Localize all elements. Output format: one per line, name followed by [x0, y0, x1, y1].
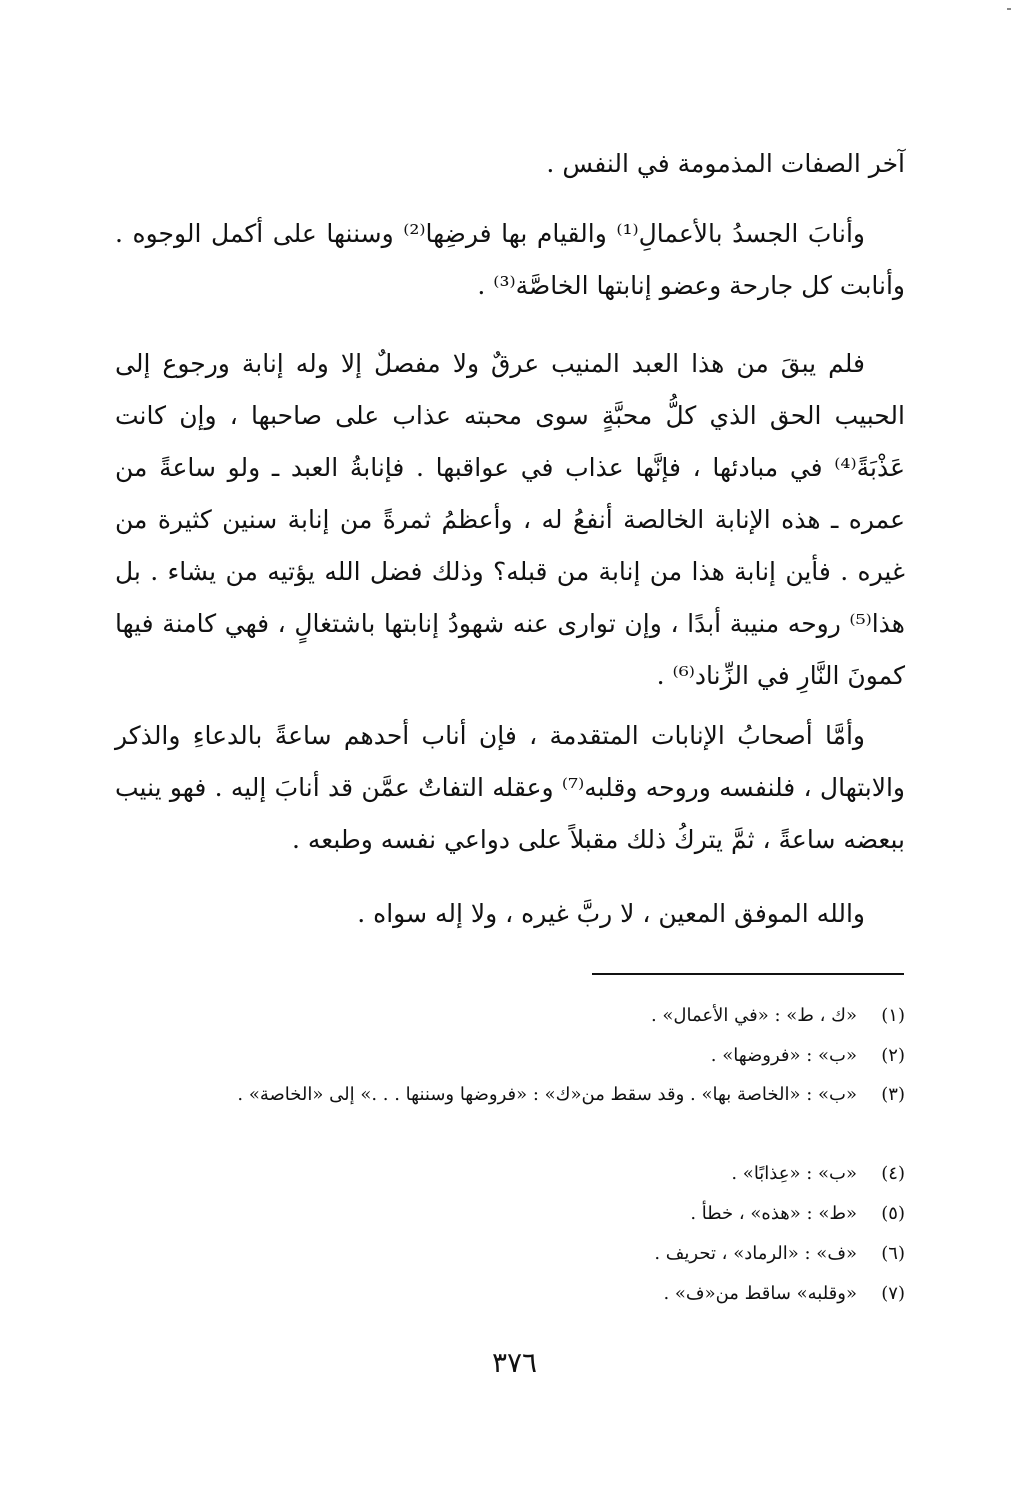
- footnote-number: (١): [881, 1005, 905, 1026]
- footnote-5: [110, 1194, 905, 1234]
- footnote-3: [110, 1076, 905, 1154]
- footnote-text: «وقلبه» ساقط من«ف» .: [663, 1283, 857, 1304]
- footnote-text: «ك ، ط» : «في الأعمال» .: [650, 1005, 857, 1026]
- footnote-divider: [592, 973, 904, 975]
- footnote-number: (٦): [881, 1243, 905, 1264]
- footnote-number: (٥): [881, 1203, 905, 1224]
- paragraph-4: وأمَّا أصحابُ الإنابات المتقدمة ، فإن أناب أحدهم ساعةً بالدعاءِ والذكر والابتهال ، فلنفسه وروحه وقلبه⁽⁷⁾ وعقله التفاتٌ عمَّن قد أنابَ إليه . فهو ينيب ببعضه ساعةً ، ثمَّ يتركُ ذلك مقبلاً على دواعي نفسه وطبعه .: [115, 721, 905, 854]
- paragraph-1: آخر الصفات المذمومة في النفس .: [546, 149, 905, 178]
- page-number: ٣٧٦: [491, 1346, 538, 1379]
- footnote-number: (٧): [881, 1283, 905, 1304]
- footnote-number: (٤): [881, 1163, 905, 1184]
- footnote-text: «ط» : «هذه» ، خطأ .: [690, 1203, 857, 1224]
- paragraph-5: والله الموفق المعين ، لا ربَّ غيره ، ولا إله سواه .: [357, 899, 865, 928]
- footnote-1: [110, 996, 905, 1036]
- paragraph-3: فلم يبقَ من هذا العبد المنيب عرقٌ ولا مفصلٌ إلا وله إنابة ورجوع إلى الحبيب الحق الذي كلُّ محبَّةٍ سوى محبته عذاب على صاحبها ، وإن كانت عَذْبَةً⁽⁴⁾ في مبادئها ، فإنَّها عذاب في عواقبها . فإنابةُ العبد ـ ولو ساعةً من عمره ـ هذه الإنابة الخالصة أنفعُ له ، وأعظمُ ثمرةً من إنابة سنين كثيرة من غيره . فأين إنابة هذا من إنابة من قبله؟ وذلك فضل الله يؤتيه من يشاء . بل هذا⁽⁵⁾ روحه منيبة أبدًا ، وإن توارى عنه شهودُ إنابتها باشتغالٍ ، فهي كامنة فيها كمونَ النَّارِ في الزِّناد⁽⁶⁾ .: [115, 349, 905, 690]
- footnote-text: «ب» : «فروضها» .: [710, 1045, 857, 1066]
- paragraph-2: وأنابَ الجسدُ بالأعمالِ⁽¹⁾ والقيام بها فرضِها⁽²⁾ وسننها على أكمل الوجوه . وأنابت كل جارحة وعضو إنابتها الخاصَّة⁽³⁾ .: [115, 219, 905, 300]
- footnote-text: «ب» : «الخاصة بها» . وقد سقط من«ك» : «فروضها وسننها . . .» إلى «الخاصة» .: [237, 1084, 857, 1105]
- scan-mark: [1007, 8, 1011, 10]
- footnote-7: [110, 1274, 905, 1314]
- footnote-4: [110, 1154, 905, 1194]
- footnotes: [110, 996, 905, 1314]
- footnote-number: (٢): [881, 1045, 905, 1066]
- footnote-number: (٣): [881, 1084, 905, 1105]
- footnote-text: «ب» : «عِذابًا» .: [731, 1163, 857, 1184]
- footnote-text: «ف» : «الرماد» ، تحريف .: [654, 1243, 857, 1264]
- footnote-6: [110, 1234, 905, 1274]
- footnote-2: [110, 1036, 905, 1076]
